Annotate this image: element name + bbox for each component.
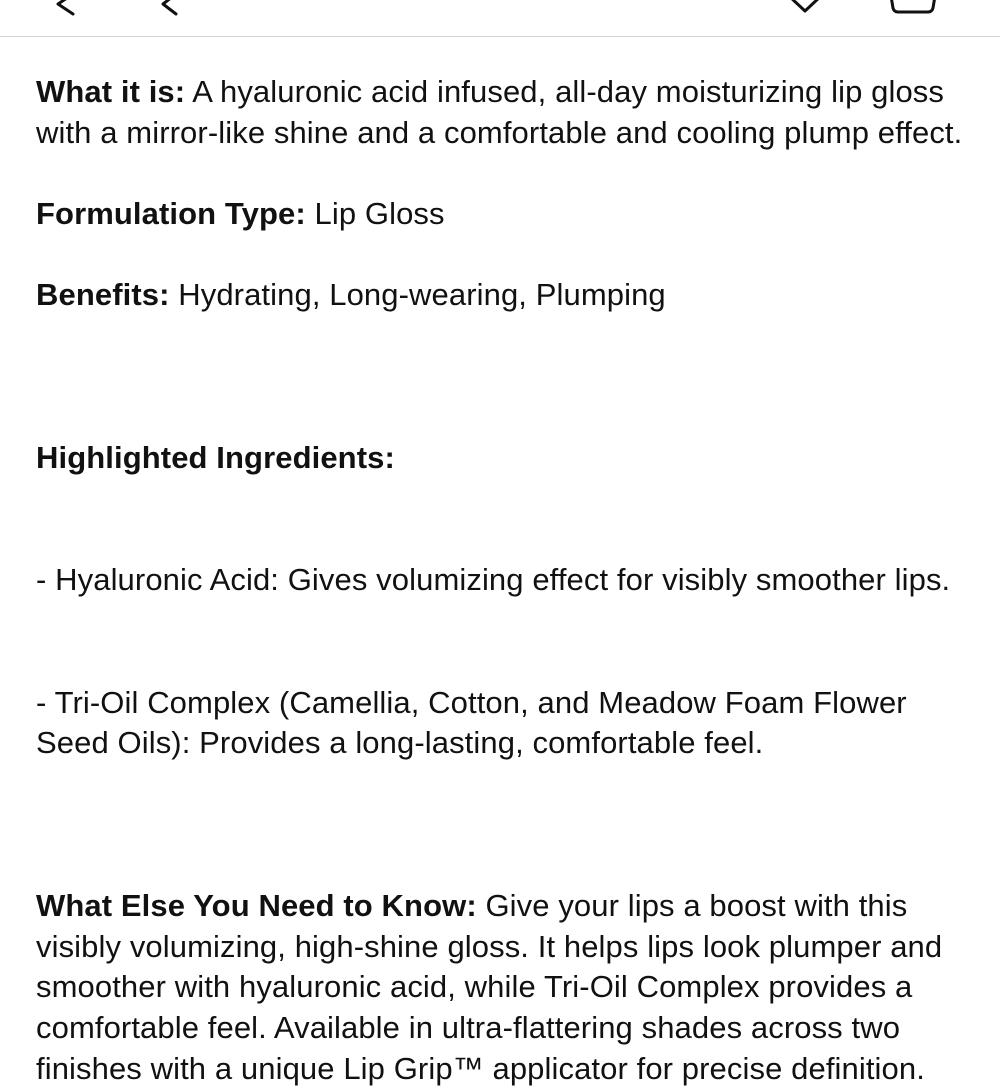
benefits-text: Hydrating, Long-wearing, Plumping [169, 277, 666, 313]
ingredient-item: - Hyaluronic Acid: Gives volumizing effect for visibly smoother lips. [36, 562, 951, 598]
highlighted-ingredients-label: Highlighted Ingredients: [36, 440, 395, 476]
what-it-is-text: A hyaluronic acid infused, all-day moisturizing lip gloss with a mirror-like shine and a comfortable and cooling plump effect. [36, 74, 963, 150]
benefits-label: Benefits: [36, 277, 170, 313]
formulation-type-text: Lip Gloss [305, 196, 445, 232]
chevron-left-icon[interactable] [163, 0, 176, 14]
highlighted-ingredients-section [36, 357, 966, 845]
formulation-type-section [36, 194, 966, 235]
what-else-text: Give your lips a boost with this visibly volumizing, high-shine gloss. It helps lips look plumper and smoother with hyaluronic acid, while Tri-Oil Complex provides a comfortable feel. Available in ultra-flattering shades across two finishes with a unique Lip Grip™ applicator for precise definition. [36, 888, 951, 1086]
ingredient-item: - Tri-Oil Complex (Camellia, Cotton, and Meadow Foam Flower Seed Oils): Provides a long-lasting, comfortable feel. [36, 684, 916, 761]
heart-icon[interactable] [789, 0, 821, 11]
product-details [36, 72, 966, 1090]
top-navigation-bar [0, 0, 1000, 37]
what-it-is-section [36, 72, 966, 153]
benefits-section [36, 275, 966, 316]
nav-icons [0, 0, 1000, 36]
back-arrow-icon[interactable] [58, 0, 73, 14]
what-else-section [36, 886, 966, 1090]
what-it-is-label: What it is: [36, 74, 186, 109]
what-else-label: What Else You Need to Know: [36, 888, 477, 923]
basket-icon[interactable] [891, 0, 935, 12]
formulation-type-label: Formulation Type: [36, 196, 306, 232]
